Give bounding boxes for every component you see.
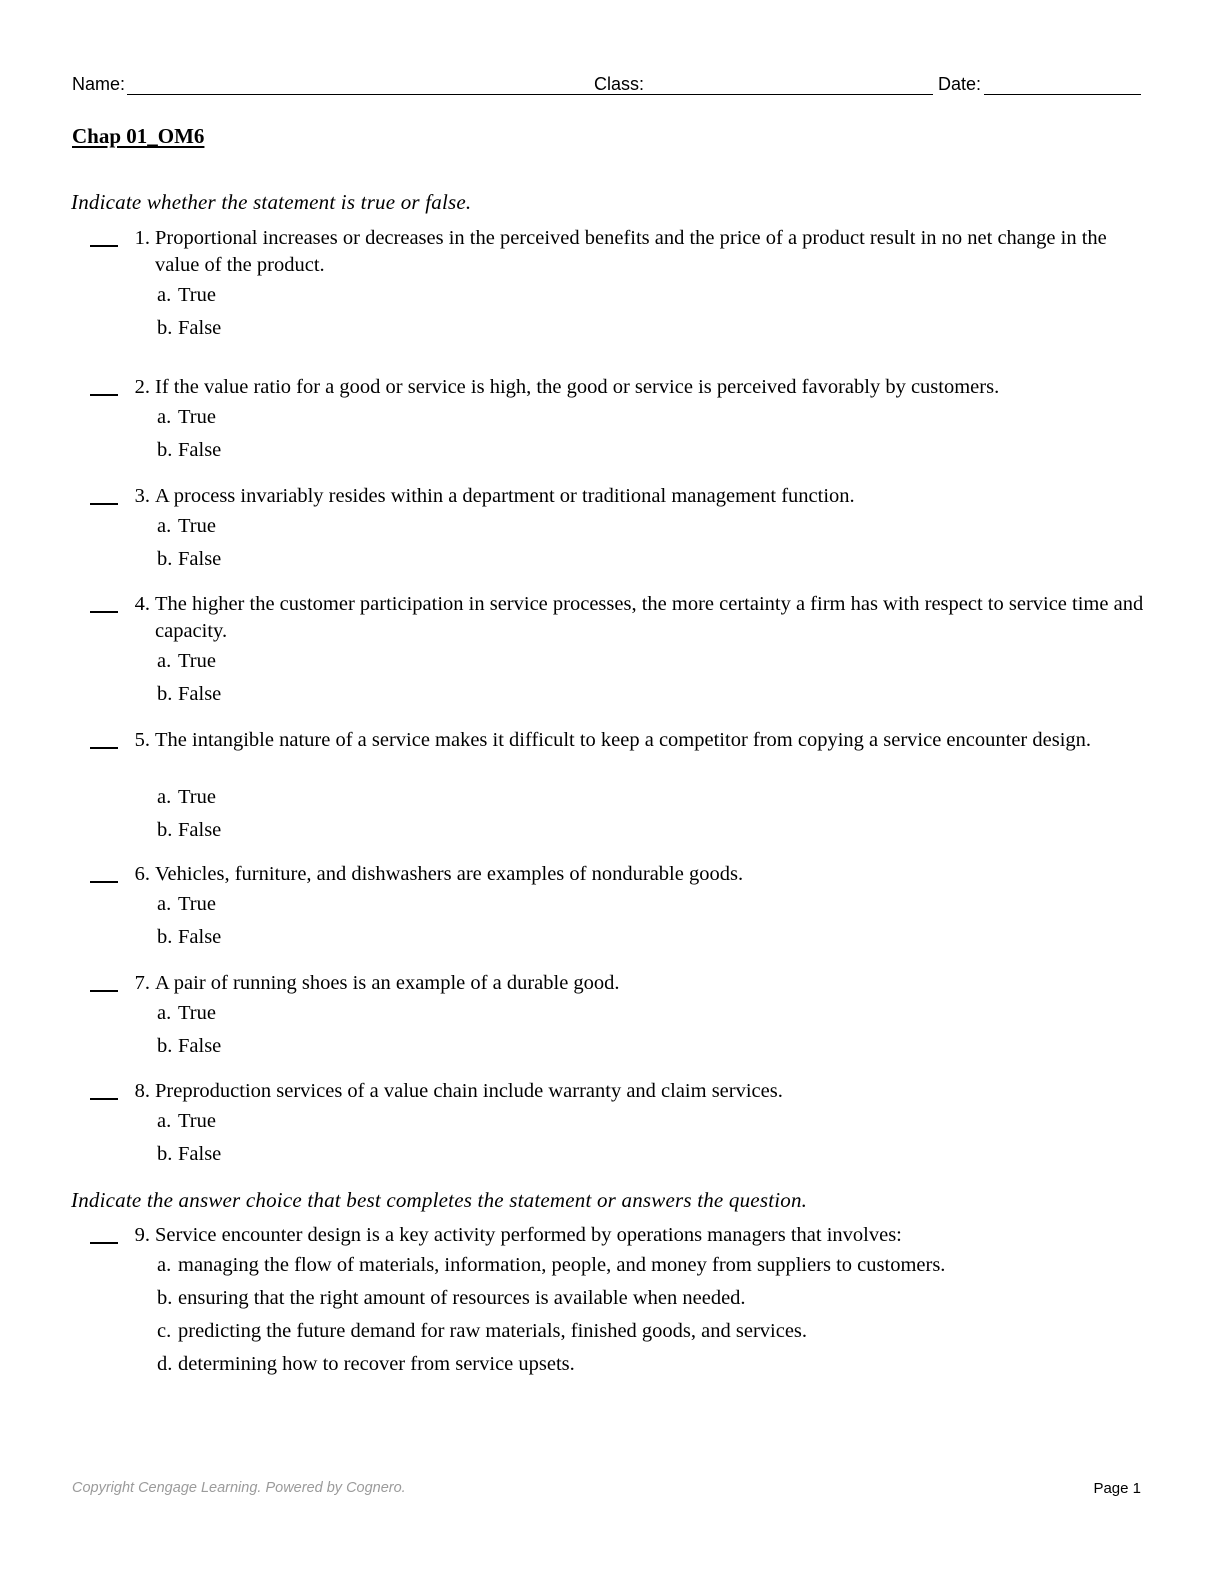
choice-text: False (178, 1035, 222, 1057)
choice-text: True (178, 515, 216, 537)
answer-blank[interactable] (90, 611, 118, 613)
question-number: 2. (134, 376, 150, 398)
question-text: The intangible nature of a service makes it difficult to keep a competitor from copying a service encounter design. (155, 729, 1092, 751)
answer-blank[interactable] (90, 881, 118, 883)
choice-text: False (178, 926, 222, 948)
choice-letter: a. (157, 1002, 172, 1024)
choice-text: predicting the future demand for raw materials, finished goods, and services. (178, 1320, 808, 1342)
choice-letter: a. (157, 786, 172, 808)
answer-blank[interactable] (90, 503, 118, 505)
choice-text: True (178, 1110, 216, 1132)
choice-text: True (178, 893, 216, 915)
choice-letter: b. (157, 317, 173, 339)
date-label: Date: (938, 74, 982, 94)
question-number: 3. (134, 485, 150, 507)
copyright-notice: Copyright Cengage Learning. Powered by Cognero. (72, 1480, 406, 1496)
question-7 (0, 970, 1224, 1060)
question-text: Vehicles, furniture, and dishwashers are examples of nondurable goods. (155, 863, 744, 885)
choice-c[interactable] (157, 1318, 807, 1345)
answer-blank[interactable] (90, 394, 118, 396)
answer-blank[interactable] (90, 1098, 118, 1100)
choice-a[interactable] (157, 1000, 216, 1027)
question-text: Service encounter design is a key activity performed by operations managers that involves: (155, 1224, 902, 1246)
choice-letter: b. (157, 683, 173, 705)
choice-d[interactable] (157, 1351, 575, 1378)
date-field[interactable] (984, 94, 1141, 95)
choice-letter: a. (157, 406, 172, 428)
choice-b[interactable] (157, 681, 221, 708)
question-text: The higher the customer participation in service processes, the more certainty a firm has with respect to service time and capacity. (155, 593, 1144, 642)
choice-text: True (178, 406, 216, 428)
choice-b[interactable] (157, 437, 221, 464)
choice-text: determining how to recover from service upsets. (178, 1353, 575, 1375)
choice-letter: b. (157, 1143, 173, 1165)
question-6 (0, 861, 1224, 951)
choice-text: False (178, 548, 222, 570)
question-number: 1. (134, 227, 150, 249)
question-number: 4. (134, 593, 150, 615)
section-instruction-true-false: Indicate whether the statement is true or false. (71, 190, 472, 214)
class-label: Class: (594, 74, 645, 94)
choice-a[interactable] (157, 282, 216, 309)
choice-letter: b. (157, 819, 173, 841)
choice-b[interactable] (157, 817, 221, 844)
choice-a[interactable] (157, 648, 216, 675)
question-text: Proportional increases or decreases in the perceived benefits and the price of a product result in no net change in the value of the product. (155, 227, 1107, 276)
question-number: 8. (134, 1080, 150, 1102)
question-2 (0, 374, 1224, 464)
answer-blank[interactable] (90, 990, 118, 992)
choice-letter: c. (157, 1320, 172, 1342)
question-text: Preproduction services of a value chain include warranty and claim services. (155, 1080, 783, 1102)
choice-letter: d. (157, 1353, 173, 1375)
choice-a[interactable] (157, 1108, 216, 1135)
choice-text: True (178, 650, 216, 672)
choice-letter: b. (157, 439, 173, 461)
question-text: If the value ratio for a good or service is high, the good or service is perceived favorably by customers. (155, 376, 1000, 398)
choice-letter: b. (157, 548, 173, 570)
choice-text: False (178, 439, 222, 461)
answer-blank[interactable] (90, 245, 118, 247)
question-number: 7. (134, 972, 150, 994)
name-label: Name: (72, 74, 126, 94)
class-field[interactable] (650, 94, 933, 95)
choice-a[interactable] (157, 1252, 945, 1279)
choice-b[interactable] (157, 1285, 746, 1312)
choice-text: managing the flow of materials, information, people, and money from suppliers to customers. (178, 1254, 946, 1276)
question-number: 6. (134, 863, 150, 885)
choice-a[interactable] (157, 513, 216, 540)
choice-a[interactable] (157, 404, 216, 431)
page-number: Page 1 (1093, 1480, 1141, 1497)
choice-b[interactable] (157, 1033, 221, 1060)
choice-letter: a. (157, 650, 172, 672)
choice-a[interactable] (157, 891, 216, 918)
choice-b[interactable] (157, 546, 221, 573)
question-text: A process invariably resides within a department or traditional management function. (155, 485, 855, 507)
question-number: 9. (134, 1224, 150, 1246)
choice-letter: a. (157, 1110, 172, 1132)
question-number: 5. (134, 729, 150, 751)
question-text: A pair of running shoes is an example of a durable good. (155, 972, 620, 994)
choice-letter: a. (157, 893, 172, 915)
choice-letter: b. (157, 1287, 173, 1309)
choice-text: True (178, 284, 216, 306)
answer-blank[interactable] (90, 747, 118, 749)
name-field[interactable] (127, 94, 660, 95)
student-info-header (72, 72, 1141, 98)
question-3 (0, 483, 1224, 573)
question-1 (0, 225, 1224, 339)
choice-b[interactable] (157, 315, 221, 342)
choice-letter: a. (157, 1254, 172, 1276)
choice-text: False (178, 683, 222, 705)
choice-letter: a. (157, 284, 172, 306)
choice-b[interactable] (157, 1141, 221, 1168)
choice-text: False (178, 1143, 222, 1165)
question-8 (0, 1078, 1224, 1168)
choice-letter: a. (157, 515, 172, 537)
choice-letter: b. (157, 926, 173, 948)
question-9 (0, 1222, 1224, 1382)
question-4 (0, 591, 1224, 705)
choice-text: False (178, 819, 222, 841)
choice-text: True (178, 786, 216, 808)
choice-text: False (178, 317, 222, 339)
chapter-title: Chap 01_OM6 (72, 124, 205, 148)
choice-letter: b. (157, 1035, 173, 1057)
choice-a[interactable] (157, 784, 216, 811)
choice-b[interactable] (157, 924, 221, 951)
answer-blank[interactable] (90, 1242, 118, 1244)
choice-text: True (178, 1002, 216, 1024)
question-5 (0, 727, 1224, 841)
section-instruction-multiple-choice: Indicate the answer choice that best completes the statement or answers the question. (71, 1188, 808, 1212)
choice-text: ensuring that the right amount of resources is available when needed. (178, 1287, 746, 1309)
